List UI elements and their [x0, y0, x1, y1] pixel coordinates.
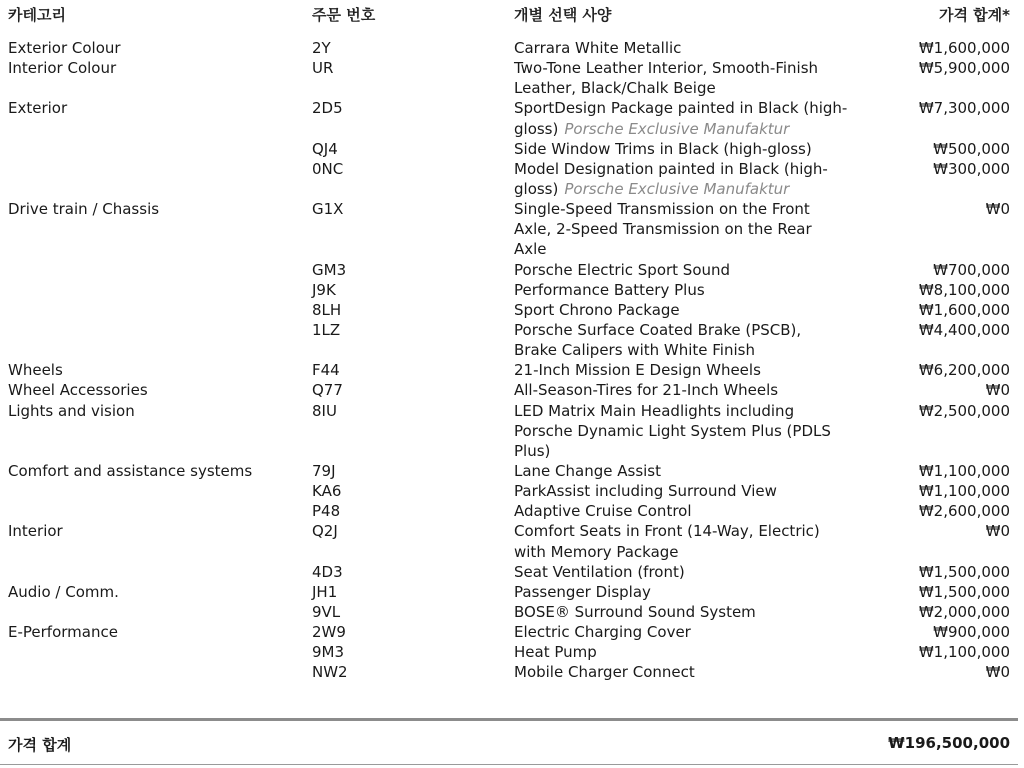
row-description — [514, 98, 864, 118]
row-price: ₩0 — [985, 522, 1010, 541]
row-description — [514, 642, 864, 662]
table-row — [0, 320, 1024, 340]
row-description-text: Comfort Seats in Front (14-Way, Electric) — [514, 522, 820, 541]
table-row — [0, 340, 1024, 360]
row-code: F44 — [312, 361, 340, 380]
row-price: ₩6,200,000 — [918, 361, 1010, 380]
row-description — [514, 139, 864, 159]
row-price: ₩2,500,000 — [918, 401, 1010, 420]
row-description-text: Adaptive Cruise Control — [514, 502, 692, 521]
row-description-text: Brake Calipers with White Finish — [514, 341, 755, 360]
row-code: 9M3 — [312, 643, 345, 662]
row-price: ₩7,300,000 — [918, 99, 1010, 118]
table-row — [0, 159, 1024, 179]
row-category: E-Performance — [8, 623, 118, 642]
table-row — [0, 98, 1024, 118]
table-row — [0, 481, 1024, 501]
row-description-text: ParkAssist including Surround View — [514, 482, 777, 501]
row-description-text: gloss) — [514, 119, 559, 138]
row-description — [514, 501, 864, 521]
row-description — [514, 38, 864, 58]
row-code: 1LZ — [312, 320, 341, 339]
header-code: 주문 번호 — [312, 6, 376, 24]
row-description — [514, 401, 864, 421]
row-description — [514, 582, 864, 602]
table-row — [0, 662, 1024, 682]
table-row — [0, 38, 1024, 58]
row-price: ₩1,600,000 — [918, 300, 1010, 319]
table-row — [0, 260, 1024, 280]
row-price: ₩8,100,000 — [918, 280, 1010, 299]
table-row — [0, 401, 1024, 421]
row-category: Interior — [8, 522, 63, 541]
row-description-text: Model Designation painted in Black (high- — [514, 159, 828, 178]
row-description — [514, 340, 864, 360]
row-code: KA6 — [312, 482, 342, 501]
row-code: 2D5 — [312, 99, 343, 118]
table-row — [0, 622, 1024, 642]
row-description — [514, 239, 864, 259]
row-description-text: Two-Tone Leather Interior, Smooth-Finish — [514, 59, 819, 78]
row-description — [514, 602, 864, 622]
row-price: ₩1,100,000 — [918, 482, 1010, 501]
table-row — [0, 642, 1024, 662]
row-description — [514, 421, 864, 441]
row-category: Wheels — [8, 361, 63, 380]
row-category: Wheel Accessories — [8, 381, 148, 400]
total-row — [0, 734, 1024, 756]
row-description-text: Porsche Surface Coated Brake (PSCB), — [514, 320, 802, 339]
exclusive-note: Porsche Exclusive Manufaktur — [564, 179, 790, 198]
table-row — [0, 380, 1024, 400]
table-row — [0, 582, 1024, 602]
row-code: 9VL — [312, 602, 341, 621]
row-price: ₩0 — [985, 381, 1010, 400]
row-description — [514, 119, 864, 139]
row-description — [514, 662, 864, 682]
row-description-text: All-Season-Tires for 21-Inch Wheels — [514, 381, 779, 400]
row-code: JH1 — [312, 582, 338, 601]
row-price: ₩1,600,000 — [918, 39, 1010, 57]
table-row — [0, 360, 1024, 380]
row-description-text: Seat Ventilation (front) — [514, 562, 685, 581]
table-row — [0, 461, 1024, 481]
row-category: Exterior Colour — [8, 39, 121, 57]
row-description-text: Porsche Electric Sport Sound — [514, 260, 731, 279]
row-price: ₩1,500,000 — [918, 582, 1010, 601]
row-description — [514, 380, 864, 400]
row-code: 79J — [312, 461, 336, 480]
row-description-text: with Memory Package — [514, 542, 679, 561]
table-row — [0, 78, 1024, 98]
bottom-divider — [0, 764, 1018, 765]
table-row — [0, 602, 1024, 622]
table-row — [0, 179, 1024, 199]
table-row — [0, 421, 1024, 441]
row-description-text: Axle, 2-Speed Transmission on the Rear — [514, 220, 812, 239]
row-code: 2W9 — [312, 623, 346, 642]
table-row — [0, 542, 1024, 562]
row-description — [514, 521, 864, 541]
row-description-text: LED Matrix Main Headlights including — [514, 401, 795, 420]
header-category: 카테고리 — [8, 6, 66, 24]
row-category: Drive train / Chassis — [8, 200, 160, 219]
row-description-text: Axle — [514, 240, 547, 259]
table-row — [0, 280, 1024, 300]
row-code: UR — [312, 59, 334, 78]
row-description — [514, 280, 864, 300]
row-description-text: Performance Battery Plus — [514, 280, 705, 299]
row-description — [514, 441, 864, 461]
table-row — [0, 199, 1024, 219]
row-category: Comfort and assistance systems — [8, 461, 253, 480]
row-description — [514, 199, 864, 219]
row-price: ₩1,100,000 — [918, 461, 1010, 480]
row-code: 0NC — [312, 159, 344, 178]
table-row — [0, 139, 1024, 159]
row-description-text: Plus) — [514, 441, 551, 460]
row-price: ₩1,500,000 — [918, 562, 1010, 581]
row-description-text: Single-Speed Transmission on the Front — [514, 200, 810, 219]
table-row — [0, 119, 1024, 139]
table-row — [0, 521, 1024, 541]
row-description-text: 21-Inch Mission E Design Wheels — [514, 361, 761, 380]
row-price: ₩2,600,000 — [918, 502, 1010, 521]
total-label: 가격 합계 — [8, 736, 72, 754]
row-code: P48 — [312, 502, 341, 521]
exclusive-note: Porsche Exclusive Manufaktur — [564, 119, 790, 138]
row-code: NW2 — [312, 663, 348, 682]
row-code: 8LH — [312, 300, 342, 319]
row-price: ₩0 — [985, 663, 1010, 682]
row-code: J9K — [312, 280, 336, 299]
row-price: ₩700,000 — [933, 260, 1010, 279]
row-code: GM3 — [312, 260, 347, 279]
row-description — [514, 179, 864, 199]
row-description-text: Sport Chrono Package — [514, 300, 680, 319]
table-row — [0, 239, 1024, 259]
row-description — [514, 219, 864, 239]
row-price: ₩5,900,000 — [918, 59, 1010, 78]
table-row — [0, 441, 1024, 461]
row-code: G1X — [312, 200, 344, 219]
row-description — [514, 562, 864, 582]
row-price: ₩0 — [985, 200, 1010, 219]
table-row — [0, 562, 1024, 582]
table-row — [0, 501, 1024, 521]
row-description — [514, 461, 864, 481]
row-description-text: Lane Change Assist — [514, 461, 662, 480]
row-description — [514, 159, 864, 179]
row-price: ₩900,000 — [933, 623, 1010, 642]
row-description-text: Mobile Charger Connect — [514, 663, 695, 682]
row-description — [514, 320, 864, 340]
row-code: 2Y — [312, 39, 331, 57]
row-price: ₩300,000 — [933, 159, 1010, 178]
row-category: Interior Colour — [8, 59, 117, 78]
row-description — [514, 78, 864, 98]
table-header — [0, 4, 1024, 26]
row-description — [514, 58, 864, 78]
row-description — [514, 481, 864, 501]
row-price: ₩500,000 — [933, 139, 1010, 158]
row-price: ₩2,000,000 — [918, 602, 1010, 621]
row-description-text: gloss) — [514, 179, 559, 198]
row-price: ₩4,400,000 — [918, 320, 1010, 339]
table-row — [0, 219, 1024, 239]
table-row — [0, 300, 1024, 320]
row-description — [514, 542, 864, 562]
row-description-text: BOSE® Surround Sound System — [514, 602, 756, 621]
row-description — [514, 360, 864, 380]
header-description: 개별 선택 사양 — [514, 6, 612, 24]
row-description-text: Leather, Black/Chalk Beige — [514, 79, 716, 98]
table-row — [0, 58, 1024, 78]
row-description-text: Porsche Dynamic Light System Plus (PDLS — [514, 421, 831, 440]
row-code: 8IU — [312, 401, 337, 420]
row-description — [514, 622, 864, 642]
row-description-text: Heat Pump — [514, 643, 597, 662]
row-category: Exterior — [8, 99, 68, 118]
row-code: QJ4 — [312, 139, 338, 158]
row-description-text: Electric Charging Cover — [514, 623, 691, 642]
row-description-text: Side Window Trims in Black (high-gloss) — [514, 139, 812, 158]
header-price: 가격 합계* — [938, 6, 1010, 24]
row-code: Q77 — [312, 381, 343, 400]
row-category: Lights and vision — [8, 401, 135, 420]
row-description — [514, 260, 864, 280]
row-description-text: Passenger Display — [514, 582, 651, 601]
row-description-text: Carrara White Metallic — [514, 39, 682, 57]
row-code: 4D3 — [312, 562, 343, 581]
total-divider — [0, 718, 1018, 721]
total-value: ₩196,500,000 — [888, 734, 1010, 752]
row-description — [514, 300, 864, 320]
row-description-text: SportDesign Package painted in Black (high- — [514, 99, 848, 118]
row-category: Audio / Comm. — [8, 582, 119, 601]
row-code: Q2J — [312, 522, 338, 541]
row-price: ₩1,100,000 — [918, 643, 1010, 662]
